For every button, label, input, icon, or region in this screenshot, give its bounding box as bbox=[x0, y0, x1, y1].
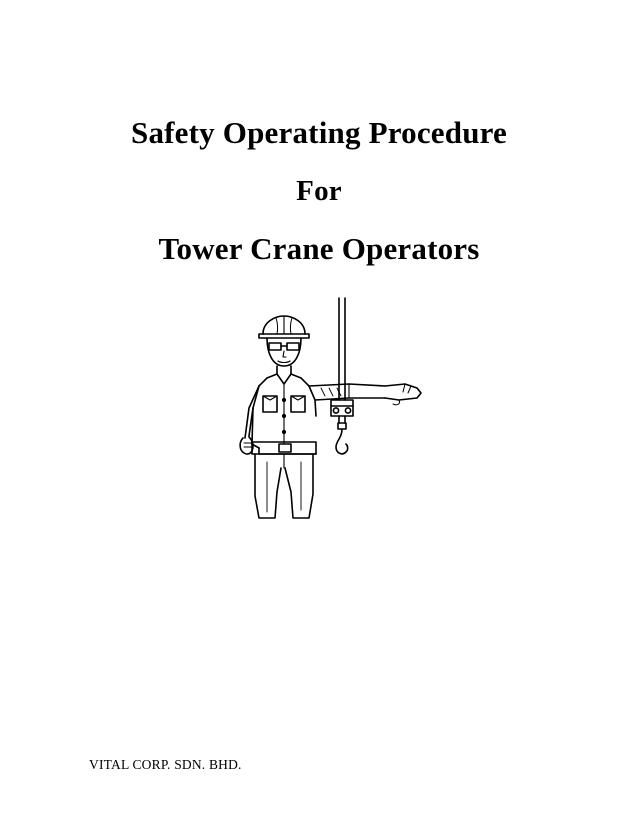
figure-container bbox=[0, 296, 638, 526]
title-line-2: For bbox=[296, 175, 342, 207]
footer-company: VITAL CORP. SDN. BHD. bbox=[89, 757, 242, 772]
page-title bbox=[0, 104, 638, 278]
title-line-1: Safety Operating Procedure bbox=[131, 115, 507, 150]
crane-signalman-illustration bbox=[189, 296, 449, 526]
title-line-3: Tower Crane Operators bbox=[158, 231, 480, 266]
